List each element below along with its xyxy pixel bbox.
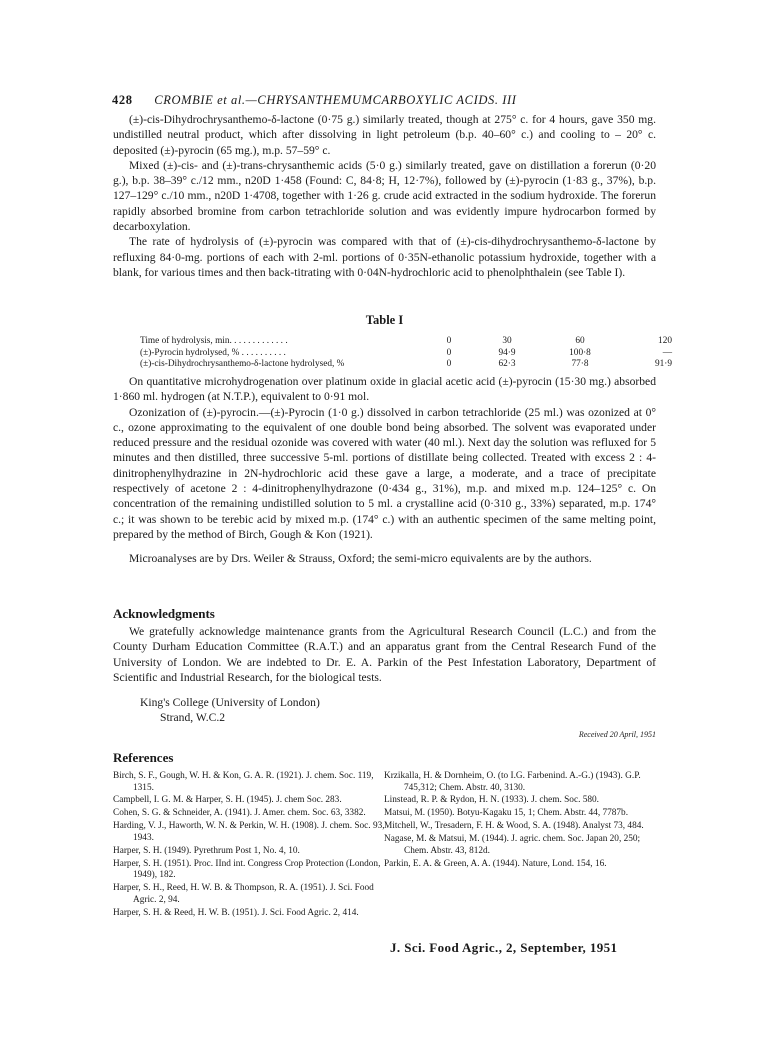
page-number: 428 <box>112 93 133 107</box>
table-cell: 0 <box>446 347 452 358</box>
paragraph-microhydrogenation: On quantitative microhydrogenation over platinum oxide in glacial acetic acid (±)-pyrocin (15·30 mg.) absorbed 1·860 ml. hydrogen (at N.T.P.), equivalent to 0·91 mol. <box>113 375 656 404</box>
paragraph-ozonization: Ozonization of (±)-pyrocin.—(±)-Pyrocin (1·0 g.) dissolved in carbon tetrachloride (25 ml.) was ozonized at 0° c., ozone approximating to the equivalent of one double bond being absorbed. The solvent was evaporated under reduced pressure and the residual ozonide was covered with water (40 ml.). Next day the solution was refluxed for 5 minutes and then distilled, three successive 5-ml. portions of distillate being collected. Treated with excess 2 : 4-dinitrophenylhydrazine in 2N-hydrochloric acid these gave a large, a moderate, and a trace of precipitate respectively of acetone 2 : 4-dinitrophenylhydrazone (0·434 g., 31%), m.p. and mixed m.p. 124–125° c. On concentration of the remaining undistilled solution to 5 ml. a crystalline acid (0·310 g., 33%) separated, m.p. 174° c.; it was shown to be terebic acid by mixed m.p. (174° c.) with an authentic specimen of the same melting point, prepared by the method of Birch, Gough & Kon (1921). <box>113 405 656 541</box>
reference-item: Campbell, I. G. M. & Harper, S. H. (1945). J. chem Soc. 283. <box>113 795 342 806</box>
reference-item: Harper, S. H., Reed, H. W. B. & Thompson, R. A. (1951). J. Sci. Food Agric. 2, 94. <box>113 883 374 905</box>
paragraph-hydrolysis-rate: The rate of hydrolysis of (±)-pyrocin was compared with that of (±)-cis-dihydrochrysanthemo-δ-lactone by refluxing 84·0-mg. portions of each with 2-ml. portions of 0·35N-ethanolic potassium hydroxide, together with a blank, for various times and then back-titrating with 0·04N-hydrochloric acid to phenolphthalein (see Table I). <box>113 235 656 279</box>
paragraph-microanalyses: Microanalyses are by Drs. Weiler & Strauss, Oxford; the semi-micro equivalents are by the authors. <box>129 552 592 566</box>
table-cell: 30 <box>502 336 512 346</box>
running-title: CROMBIE et al.—CHRYSANTHEMUMCARBOXYLIC ACIDS. III <box>154 93 517 107</box>
table-cell: 91·9 <box>654 359 672 369</box>
row-label: (±)-cis-Dihydrochrysanthemo-δ-lactone hydrolysed, % <box>140 359 345 369</box>
acknowledgments-text: We gratefully acknowledge maintenance grants from the Agricultural Research Council (L.C.) and from the County Durham Education Committee (R.A.T.) and an apparatus grant from the Central Research Fund of the University of London. We are indebted to Dr. E. A. Parkin of the Pest Infestation Laboratory, Department of Scientific and Industrial Research, for the biological tests. <box>113 625 656 684</box>
references-right-column <box>384 771 659 872</box>
table-cell: 94·9 <box>498 347 516 358</box>
body-top <box>113 112 656 280</box>
row-label: Time of hydrolysis, min. . . . . . . . . . . . . <box>140 336 288 346</box>
references-heading: References <box>113 750 174 765</box>
table-cell: — <box>662 347 672 358</box>
journal-footer: J. Sci. Food Agric., 2, September, 1951 <box>390 940 618 955</box>
affiliation-address <box>140 695 320 725</box>
table-row <box>140 348 672 360</box>
table-cell: 120 <box>658 336 672 346</box>
paragraph-mixed-acids: Mixed (±)-cis- and (±)-trans-chrysanthemic acids (5·0 g.) similarly treated, gave on distillation a forerun (0·20 g.), b.p. 38–39° c./12 mm., n20D 1·458 (Found: C, 84·8; H, 12·7%), followed by (±)-pyrocin (1·83 g., 37%), b.p. 127–129° c./10 mm., n20D 1·4708, together with 1·26 g. crude acid extracted in the sodium hydroxide. The forerun rapidly absorbed bromine from carbon tetrachloride solution and was evidently impure hydrocarbon formed by decarboxylation. <box>113 158 656 234</box>
table-cell: 0 <box>446 336 452 346</box>
reference-item: Matsui, M. (1950). Botyu-Kagaku 15, 1; Chem. Abstr. 44, 7787b. <box>384 808 629 819</box>
table-cell: 62·3 <box>498 359 516 369</box>
address-line-2: Strand, W.C.2 <box>160 711 226 724</box>
reference-item: Linstead, R. P. & Rydon, H. N. (1933). J. chem. Soc. 580. <box>384 795 599 806</box>
reference-item: Nagase, M. & Matsui, M. (1944). J. agric. chem. Soc. Japan 20, 250; Chem. Abstr. 43, 812d. <box>384 834 641 856</box>
reference-item: Cohen, S. G. & Schneider, A. (1941). J. Amer. chem. Soc. 63, 3382. <box>113 808 366 819</box>
reference-item: Parkin, E. A. & Green, A. A. (1944). Nature, Lond. 154, 16. <box>384 858 607 869</box>
table-cell: 60 <box>575 336 585 346</box>
reference-item: Harper, S. H. (1949). Pyrethrum Post 1, No. 4, 10. <box>113 845 300 856</box>
address-line-1: King's College (University of London) <box>140 696 320 709</box>
reference-item: Krzikalla, H. & Dornheim, O. (to I.G. Farbenind. A.-G.) (1943). G.P. 745,312; Chem. Abstr. 40, 3130. <box>384 771 641 793</box>
received-date: Received 20 April, 1951 <box>578 730 656 739</box>
reference-item: Harper, S. H. (1951). Proc. IInd int. Congress Crop Protection (London, 1949), 182. <box>113 858 381 881</box>
table-cell: 0 <box>446 359 452 369</box>
acknowledgments-heading: Acknowledgments <box>113 606 215 621</box>
running-header <box>112 93 657 108</box>
hydrolysis-table <box>140 336 672 371</box>
table-title: Table I <box>365 313 404 327</box>
table-cell: 100·8 <box>569 347 591 358</box>
body-middle <box>113 374 656 567</box>
reference-item: Mitchell, W., Tresadern, F. H. & Wood, S. A. (1948). Analyst 73, 484. <box>384 821 644 832</box>
reference-item: Birch, S. F., Gough, W. H. & Kon, G. A. R. (1921). J. chem. Soc. 119, 1315. <box>113 771 374 793</box>
table-row <box>140 336 672 348</box>
acknowledgments-section <box>113 624 656 685</box>
paragraph-lactone-treatment: (±)-cis-Dihydrochrysanthemo-δ-lactone (0·75 g.) similarly treated, though at 275° c. for 4 hours, gave 350 mg. undistilled neutral product, which after dissolving in light petroleum (b.p. 40–60° c.) and cooling to – 20° c. deposited (±)-pyrocin (65 mg.), m.p. 57–59° c. <box>113 113 656 157</box>
row-label: (±)-Pyrocin hydrolysed, % . . . . . . . . . . <box>140 347 286 358</box>
references-left-column <box>113 771 388 921</box>
table-row <box>140 359 672 371</box>
table-cell: 77·8 <box>571 359 589 369</box>
reference-item: Harper, S. H. & Reed, H. W. B. (1951). J. Sci. Food Agric. 2, 414. <box>113 907 359 918</box>
reference-item: Harding, V. J., Haworth, W. N. & Perkin, W. H. (1908). J. chem. Soc. 93, 1943. <box>113 821 385 843</box>
